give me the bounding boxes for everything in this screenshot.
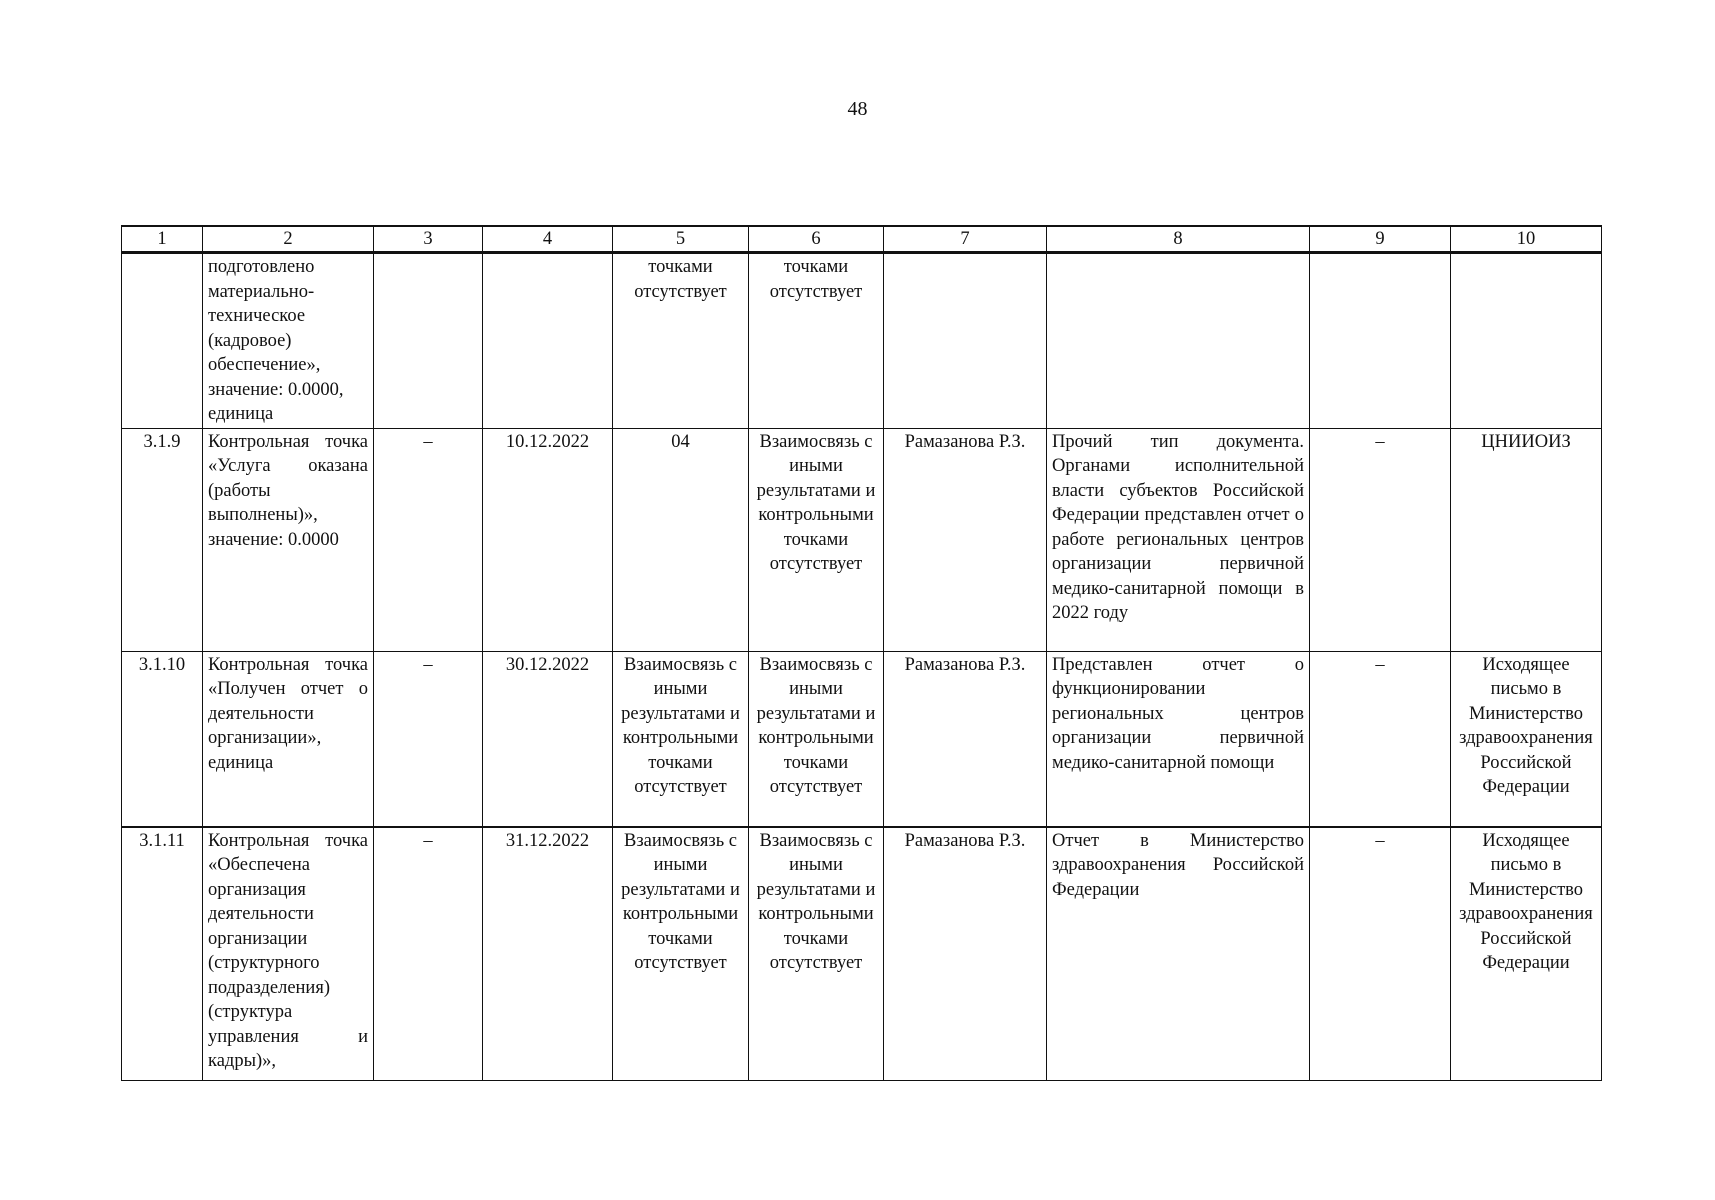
column-header: 6 [749, 226, 884, 253]
col6-cell: Взаимосвязь с иными результатами и контрольными точками отсутствует [749, 827, 884, 1081]
result-cell [1047, 253, 1310, 429]
col6-cell: Взаимосвязь с иными результатами и контрольными точками отсутствует [749, 428, 884, 651]
row-number-cell: 3.1.10 [122, 651, 203, 827]
table-row [122, 253, 1602, 429]
col9-cell [1310, 253, 1451, 429]
col9-cell: – [1310, 651, 1451, 827]
description-cell: Контрольная точка «Услуга оказана (работы выполнены)», значение: 0.0000 [203, 428, 374, 651]
col3-cell [374, 253, 483, 429]
date-cell [483, 253, 613, 429]
plan-table [121, 225, 1602, 1081]
column-header: 10 [1451, 226, 1602, 253]
responsible-cell: Рамазанова Р.З. [884, 651, 1047, 827]
column-header: 4 [483, 226, 613, 253]
date-cell: 10.12.2022 [483, 428, 613, 651]
column-header: 8 [1047, 226, 1310, 253]
responsible-cell: Рамазанова Р.З. [884, 827, 1047, 1081]
result-cell: Представлен отчет о функционировании региональных центров организации первичной медико-санитарной помощи [1047, 651, 1310, 827]
col3-cell: – [374, 651, 483, 827]
row-number-cell: 3.1.9 [122, 428, 203, 651]
col3-cell: – [374, 827, 483, 1081]
result-cell: Прочий тип документа. Органами исполнительной власти субъектов Российской Федерации представлен отчет о работе региональных центров организации первичной медико-санитарной помощи в 2022 году [1047, 428, 1310, 651]
date-cell: 30.12.2022 [483, 651, 613, 827]
col5-cell: Взаимосвязь с иными результатами и контрольными точками отсутствует [613, 651, 749, 827]
description-cell: Контрольная точка «Обеспечена организация деятельности организации (структурного подразделения) (структура управления и кадры)», [203, 827, 374, 1081]
date-cell: 31.12.2022 [483, 827, 613, 1081]
responsible-cell [884, 253, 1047, 429]
document-cell: Исходящее письмо в Министерство здравоохранения Российской Федерации [1451, 827, 1602, 1081]
table-row [122, 428, 1602, 651]
document-cell: ЦНИИОИЗ [1451, 428, 1602, 651]
col9-cell: – [1310, 428, 1451, 651]
table-body [122, 253, 1602, 1081]
column-header: 1 [122, 226, 203, 253]
row-number-cell: 3.1.11 [122, 827, 203, 1081]
col5-cell: 04 [613, 428, 749, 651]
column-header: 9 [1310, 226, 1451, 253]
row-number-cell [122, 253, 203, 429]
col6-cell: Взаимосвязь с иными результатами и контрольными точками отсутствует [749, 651, 884, 827]
table-header [122, 226, 1602, 253]
column-header: 7 [884, 226, 1047, 253]
document-cell: Исходящее письмо в Министерство здравоохранения Российской Федерации [1451, 651, 1602, 827]
column-header: 2 [203, 226, 374, 253]
col5-cell: точками отсутствует [613, 253, 749, 429]
col5-cell: Взаимосвязь с иными результатами и контрольными точками отсутствует [613, 827, 749, 1081]
table-row [122, 651, 1602, 827]
result-cell: Отчет в Министерство здравоохранения Российской Федерации [1047, 827, 1310, 1081]
col9-cell: – [1310, 827, 1451, 1081]
page-number: 48 [847, 98, 868, 120]
description-cell: подготовлено материально-техническое (кадровое) обеспечение», значение: 0.0000, единица [203, 253, 374, 429]
document-cell [1451, 253, 1602, 429]
col6-cell: точками отсутствует [749, 253, 884, 429]
table-row [122, 827, 1602, 1081]
description-cell: Контрольная точка «Получен отчет о деятельности организации», единица [203, 651, 374, 827]
header-row [122, 226, 1602, 253]
column-header: 3 [374, 226, 483, 253]
responsible-cell: Рамазанова Р.З. [884, 428, 1047, 651]
column-header: 5 [613, 226, 749, 253]
col3-cell: – [374, 428, 483, 651]
